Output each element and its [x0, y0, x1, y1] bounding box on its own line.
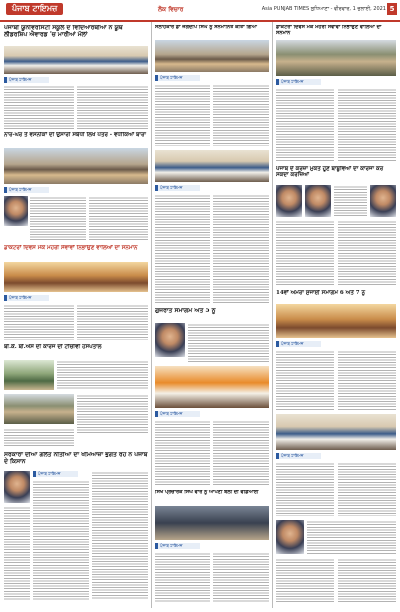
masthead [0, 0, 400, 22]
byline: ਪੰਜਾਬ ਟਾਇਮਜ਼ [4, 295, 49, 301]
article-text [33, 480, 89, 600]
article-text [4, 85, 74, 129]
article-text [334, 185, 367, 217]
byline: ਪੰਜਾਬ ਟਾਇਮਜ਼ [155, 75, 200, 81]
article-text [89, 196, 148, 242]
byline: ਪੰਜਾਬ ਟਾਇਮਜ਼ [276, 79, 321, 85]
article-photo [155, 506, 269, 540]
article-text [77, 85, 148, 129]
article-text [92, 471, 148, 600]
article-text [276, 462, 334, 516]
article-text [213, 84, 269, 146]
article-photo [276, 185, 302, 217]
article-text [338, 558, 396, 604]
column-rule [151, 22, 152, 608]
article-photo [370, 185, 396, 217]
article-headline: ਗੁਜਰਾਤ ਸਮਾਗਮ ਅੱਤੇ 5 ਨੂੰ [155, 308, 216, 314]
article-photo [155, 366, 269, 408]
article-text [338, 88, 396, 162]
page-number: 5 [387, 3, 397, 15]
article-text [276, 88, 334, 162]
article-photo [4, 196, 28, 226]
byline: ਪੰਜਾਬ ਟਾਇਮਜ਼ [155, 185, 200, 191]
article-text [276, 220, 334, 286]
section-title: ਲੋਕ ਵਿਚਾਰ [158, 6, 184, 13]
article-text [155, 552, 210, 602]
article-text [338, 462, 396, 516]
byline: ਪੰਜਾਬ ਟਾਇਮਜ਼ [276, 453, 321, 459]
article-headline: ਪੰਜਾਬੀ ਯੂਨੀਵਰਸਿਟੀ ਸਕੂਲ ਦੇ ਵਿਦਿਆਰਥੀਆਂ ਨੇ ਯੂਥ ਲੀਡਰਸ਼ਿਪ ਐਵਾਰਡ ’ਚ ਮਾਰੀਆਂ ਮੱਲਾਂ [4, 25, 123, 38]
article-text [276, 558, 334, 604]
article-photo [4, 148, 148, 184]
article-photo [155, 40, 269, 72]
article-photo [4, 394, 74, 424]
article-photo [4, 471, 30, 503]
article-headline: ਸਲਾਹਕਾਰ ਡਾ ਜਗਦੀਪ ਸਿੰਘ ਨੂੰ ਸਨਮਾਨਿਤ ਕੀਤਾ ਗਿਆ [155, 25, 257, 30]
article-photo [4, 262, 148, 292]
article-text [155, 194, 210, 304]
article-text [4, 428, 74, 448]
article-text [213, 420, 269, 486]
article-photo [155, 150, 269, 182]
article-text [77, 394, 148, 434]
article-text [57, 360, 148, 390]
byline: ਪੰਜਾਬ ਟਾਇਮਜ਼ [33, 471, 78, 477]
column-rule [272, 22, 273, 608]
article-headline: ਡਾਕਟਰਾਂ ਦਿਵਸ ਮੌਕੇ ਮੋਹਰੀ ਸੇਵਾਵਾਂ ਨਿਭਾਉਣ ਵਾਲਿਆਂ ਦਾ ਸਨਮਾਨ [276, 25, 382, 36]
article-photo [155, 323, 185, 357]
article-text [77, 304, 148, 340]
article-text [307, 520, 396, 554]
article-text [155, 420, 210, 486]
article-photo [276, 40, 396, 76]
article-photo [4, 360, 54, 390]
article-text [213, 194, 269, 304]
article-headline: ਡਾਕਟਰਾਂ ਦਿਵਸ ਮੌਕੇ ਮੋਹਰੀ ਸੇਵਾਵਾਂ ਨਿਭਾਉਣ ਵਾਲਿਆਂ ਦਾ ਸਨਮਾਨ [4, 245, 138, 251]
article-text [30, 196, 86, 242]
article-text [4, 304, 74, 340]
newspaper-logo: ਪੰਜਾਬ ਟਾਇਮਜ਼ [6, 3, 63, 15]
edition-line: Asia PUNJAB TIMES ਲੁਧਿਆਣਾ - ਵੀਰਵਾਰ, 1 ਜੁਲਾਈ, 2021 [261, 6, 386, 12]
article-photo [4, 46, 148, 74]
article-text [213, 552, 269, 602]
article-text [276, 350, 334, 410]
article-headline: ਸਰਕਾਰਾਂ ਦੀਆਂ ਗਲਤ ਨੀਤੀਆਂ ਦਾ ਖਮਿਆਜ਼ਾ ਭੁਗਤ ਰਹੇ ਨੇ ਪੰਜਾਬ ਦੇ ਕਿਸਾਨ [4, 452, 148, 465]
article-text [155, 84, 210, 146]
article-text [338, 220, 396, 286]
article-headline: ਸਿੱਖ ਪ੍ਰਚਾਰਕ ਸਿੰਘ ਵਾਰ ਨੂੰ ਆਪਣੀ ਬੋਲੀ ਦੀ ਵਡਿਆਈ [155, 490, 259, 495]
article-photo [305, 185, 331, 217]
article-text [188, 323, 269, 363]
article-photo [276, 520, 304, 554]
article-photo [276, 414, 396, 450]
article-headline: 14ਵਾਂ ਅਮਰਾ ਸੁਜਾਈ ਸਮਾਗਮ 6 ਅਤੇ 7 ਨੂੰ [276, 290, 366, 296]
article-headline: ਬੀ.ਕੇ. ਬੀ.ਐਸ ਦੀ ਕਾਰਜ ਦੀ ਟੀਚੀਵੀ ਹਸਪਤਾਲ [4, 344, 102, 350]
article-text [4, 506, 30, 600]
byline: ਪੰਜਾਬ ਟਾਇਮਜ਼ [276, 341, 321, 347]
byline: ਪੰਜਾਬ ਟਾਇਮਜ਼ [4, 77, 49, 83]
article-text [338, 350, 396, 410]
byline: ਪੰਜਾਬ ਟਾਇਮਜ਼ [155, 543, 200, 549]
byline: ਪੰਜਾਬ ਟਾਇਮਜ਼ [155, 411, 200, 417]
article-photo [276, 304, 396, 338]
byline: ਪੰਜਾਬ ਟਾਇਮਜ਼ [4, 187, 49, 193]
article-headline: ਪੰਜਾਬ ਦੇ ਕਰਜ਼ਾ ਮੁਕਤ ਹੂਣ ਬਾਬੂਵਿਆਂ ਦਾ ਕਾਰਜਾ ਕਰ ਸਕਦਾ ਕਰਜ਼ਿਆਂ [276, 166, 384, 179]
article-headline: ਨਾਰ-ਘਰ ਤੇ ਵਸਨੀਕਾਂ ਦੀ ਉਸਾਰੀ ਸਬੰਧੀ ਲਿਖੇ ਪੱਤਰ - ਵਧੀਕਿਆਂ ਬਾਰਾ [4, 132, 146, 138]
